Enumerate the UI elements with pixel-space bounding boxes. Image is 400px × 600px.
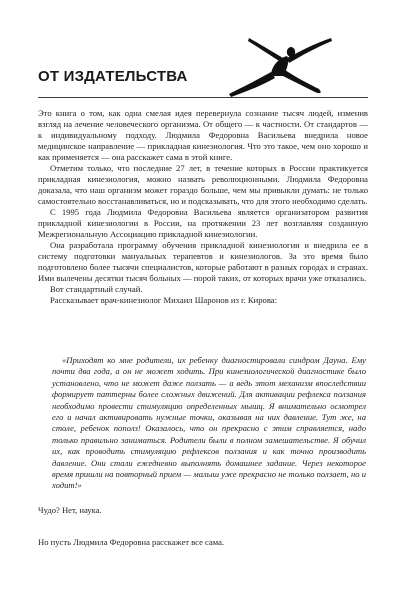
doctor-quote: [52, 355, 366, 492]
paragraph: Это книга о том, как одна смелая идея перевернула сознание тысяч людей, изменив взгляд на лечение человеческого организма. От общего — к частности. От стандартов — к индивидуальному подходу. Людмила Федоровна Васильева внедрила новое медицинское направление — прикладная кинезиология. Что это такое, чем оно хорошо и как применяется — она расскажет сама в этой книге.: [38, 108, 368, 162]
closing-line: Чудо? Нет, наука.: [38, 505, 102, 515]
paragraph: Отметим только, что последние 27 лет, в течение которых в России практикуется прикладная кинезиология, можно назвать революционными. Людмила Федоровна доказала, что наш организм может гораздо больше, чем мы привыкли думать: не только самостоятельно восстанавливаться, но и подсказывать, что для этого необходимо сделать.: [38, 163, 368, 206]
body-text: [38, 108, 368, 306]
paragraph: Рассказывает врач-кинезиолог Михаил Шаронов из г. Кирова:: [50, 295, 277, 305]
quote-text: «Приходят ко мне родители, их ребенку диагностировали синдром Дауна. Ему почти два года, а он не может ходить. При кинезиологической диагностике было установлено, что не может даже ползать — а ведь этот механизм впоследствии формирует паттерны более сложных движений. Для активации рефлекса ползания необходимо провести стимуляцию определенных мышц. Я внимательно осмотрел его и начал активировать нужные точки, оказывая на них давление. Тут же, на столе, ребенок пополз! Оказалось, что он прекрасно с этим справляется, надо только правильно заниматься. Родители были в полном замешательстве. Я обучил их, как проводить стимуляцию рефлексов ползания и как точно производить давление. Они стали ежедневно выполнять домашнее задание. Через некоторое время пришли на повторный прием — малыш уже прекрасно не только ползает, но и ходит!»: [52, 355, 366, 491]
paragraph: Вот стандартный случай.: [50, 284, 143, 294]
paragraph: С 1995 года Людмила Федоровна Васильева является организатором развития прикладной кинезиологии в России, на протяжении 23 лет возглавляя созданную Межрегиональную Ассоциацию прикладной кинезиологии.: [38, 207, 368, 239]
section-title: ОТ ИЗДАТЕЛЬСТВА: [38, 68, 188, 85]
closing-line: Но пусть Людмила Федоровна расскажет все сама.: [38, 537, 225, 547]
leaping-dancer-icon: [227, 36, 335, 100]
paragraph: Она разработала программу обучения прикладной кинезиологии и внедрила ее в систему подготовки мануальных терапевтов и кинезиологов. За это время было подготовлено более тысячи специалистов, которые работают в разных городах и странах. Ими вылечены десятки тысяч больных — порой таких, от которых врачи уже отказались.: [38, 240, 368, 283]
title-divider: [38, 97, 368, 98]
